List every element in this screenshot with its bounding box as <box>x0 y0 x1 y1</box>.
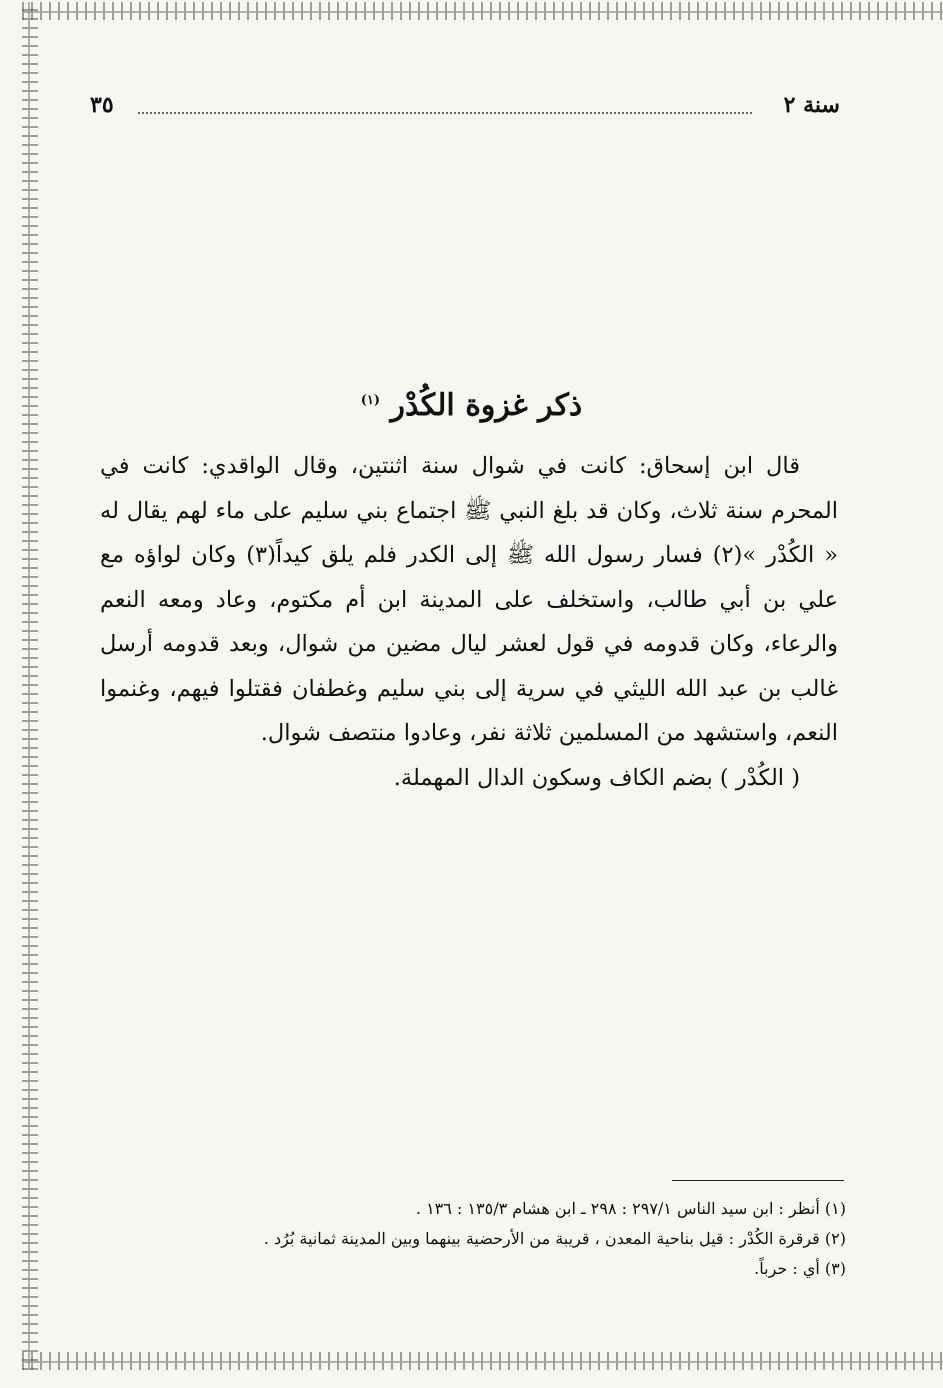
section-title-text: ذكر غزوة الكُدْر <box>390 388 583 423</box>
running-title: سنة ٢ <box>783 92 840 118</box>
footnote-1: (١) أنظر : ابن سيد الناس ٢٩٧/١ : ٢٩٨ ـ ابن هشام ١٣٥/٣ : ١٣٦ . <box>415 1199 846 1218</box>
footnote-ref-1: (١) <box>360 393 381 408</box>
page-header <box>90 92 840 126</box>
footnote-separator <box>672 1180 844 1181</box>
footnote-2: (٢) قرقرة الكُدْر : قيل بناحية المعدن ، قريبة من الأرحضية بينهما وبين المدينة ثمانية بُرُد . <box>263 1229 846 1248</box>
footnote-3: (٣) أي : حرباً. <box>754 1259 846 1278</box>
decorative-border-bottom <box>22 1352 943 1370</box>
decorative-border-left <box>22 2 38 1370</box>
header-dotted-leader <box>138 112 752 114</box>
explanatory-note: ( الكُدْر ) بضم الكاف وسكون الدال المهملة. <box>393 765 800 791</box>
section-title <box>0 388 943 423</box>
decorative-border-top <box>22 2 943 20</box>
footnotes <box>100 1194 846 1284</box>
main-text <box>100 444 838 756</box>
page-number: ٣٥ <box>90 92 114 118</box>
main-paragraph: قال ابن إسحاق: كانت في شوال سنة اثنتين، وقال الواقدي: كانت في المحرم سنة ثلاث، وكان قد بلغ النبي ﷺ اجتماع بني سليم على ماء لهم يقال له « الكُدْر »(٢) فسار رسول الله ﷺ إلى الكدر فلم يلق كيداً(٣) وكان لواؤه مع علي بن أبي طالب، واستخلف على المدينة ابن أم مكتوم، وعاد ومعه النعم والرعاء، وكان قدومه في قول لعشر ليال مضين من شوال، وبعد قدومه أرسل غالب بن عبد الله الليثي في سرية إلى بني سليم وغطفان فقتلوا فيهم، وغنموا النعم، واستشهد من المسلمين ثلاثة نفر، وعادوا منتصف شوال. <box>100 453 839 746</box>
